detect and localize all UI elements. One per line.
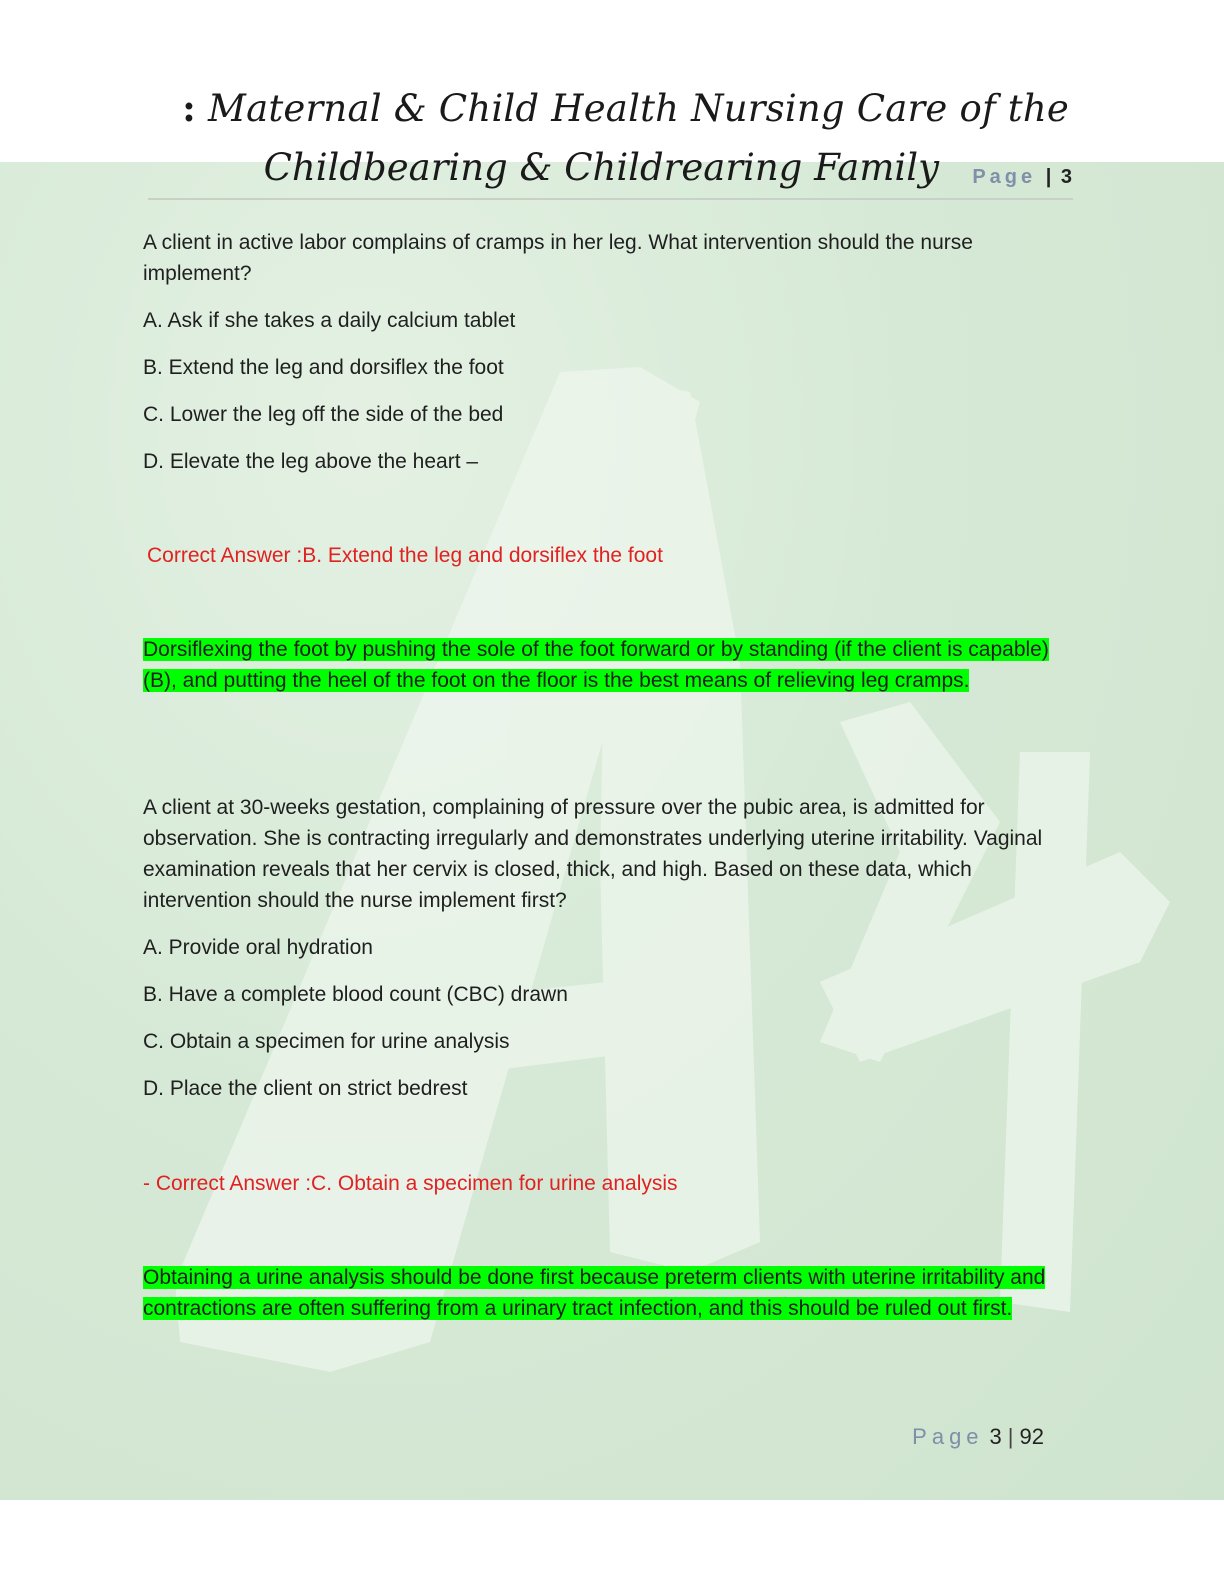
question-1-explanation-text: Dorsiflexing the foot by pushing the sole of the foot forward or by standing (if the client is capable) (B), and putting the heel of the foot on the floor is the best means of relieving leg cramps. bbox=[143, 638, 1049, 692]
question-2-explanation-text: Obtaining a urine analysis should be done first because preterm clients with uterine irritability and contractions are often suffering from a urinary tract infection, and this should be ruled out first. bbox=[143, 1266, 1046, 1320]
question-2-option-b: B. Have a complete blood count (CBC) drawn bbox=[143, 983, 568, 1006]
title-text-line-1: Maternal & Child Health Nursing Care of the bbox=[208, 87, 1069, 130]
question-2-option-d: D. Place the client on strict bedrest bbox=[143, 1077, 468, 1100]
question-2-stem: A client at 30-weeks gestation, complaining of pressure over the pubic area, is admitted for observation. She is contracting irregularly and demonstrates underlying uterine irritability. Vaginal examination reveals that her cervix is closed, thick, and high. Based on these data, which intervention should the nurse implement first? bbox=[143, 796, 1043, 912]
header-page-indicator bbox=[972, 166, 1072, 189]
question-1-explanation bbox=[143, 634, 1073, 696]
question-2-option-a: A. Provide oral hydration bbox=[143, 936, 373, 959]
header-page-number: 3 bbox=[1060, 166, 1072, 188]
question-1-option-d: D. Elevate the leg above the heart – bbox=[143, 450, 479, 473]
title-colon: : bbox=[182, 86, 197, 130]
page-header bbox=[0, 80, 1224, 202]
footer-page-separator: | bbox=[1007, 1424, 1014, 1449]
question-2-explanation bbox=[143, 1262, 1068, 1324]
header-page-separator: | bbox=[1045, 166, 1052, 188]
question-1-correct-answer: Correct Answer :B. Extend the leg and dorsiflex the foot bbox=[147, 544, 663, 567]
question-1-option-a: A. Ask if she takes a daily calcium tablet bbox=[143, 309, 516, 332]
footer-total-pages: 92 bbox=[1019, 1424, 1044, 1449]
question-2-correct-answer: - Correct Answer :C. Obtain a specimen for urine analysis bbox=[143, 1172, 678, 1195]
footer-page-indicator bbox=[912, 1424, 1044, 1450]
question-1-option-b: B. Extend the leg and dorsiflex the foot bbox=[143, 356, 504, 379]
footer-page-word: Page bbox=[912, 1424, 984, 1449]
question-1-stem: A client in active labor complains of cramps in her leg. What intervention should the nurse implement? bbox=[143, 231, 973, 285]
document-title-line-2: Childbearing & Childrearing Family bbox=[263, 146, 939, 189]
header-page-word: Page bbox=[972, 166, 1037, 188]
document-title-line-1 bbox=[182, 86, 1069, 130]
question-1-option-c: C. Lower the leg off the side of the bed bbox=[143, 403, 504, 426]
footer-page-number: 3 bbox=[989, 1424, 1002, 1449]
header-divider bbox=[148, 198, 1073, 200]
question-2-option-c: C. Obtain a specimen for urine analysis bbox=[143, 1030, 510, 1053]
